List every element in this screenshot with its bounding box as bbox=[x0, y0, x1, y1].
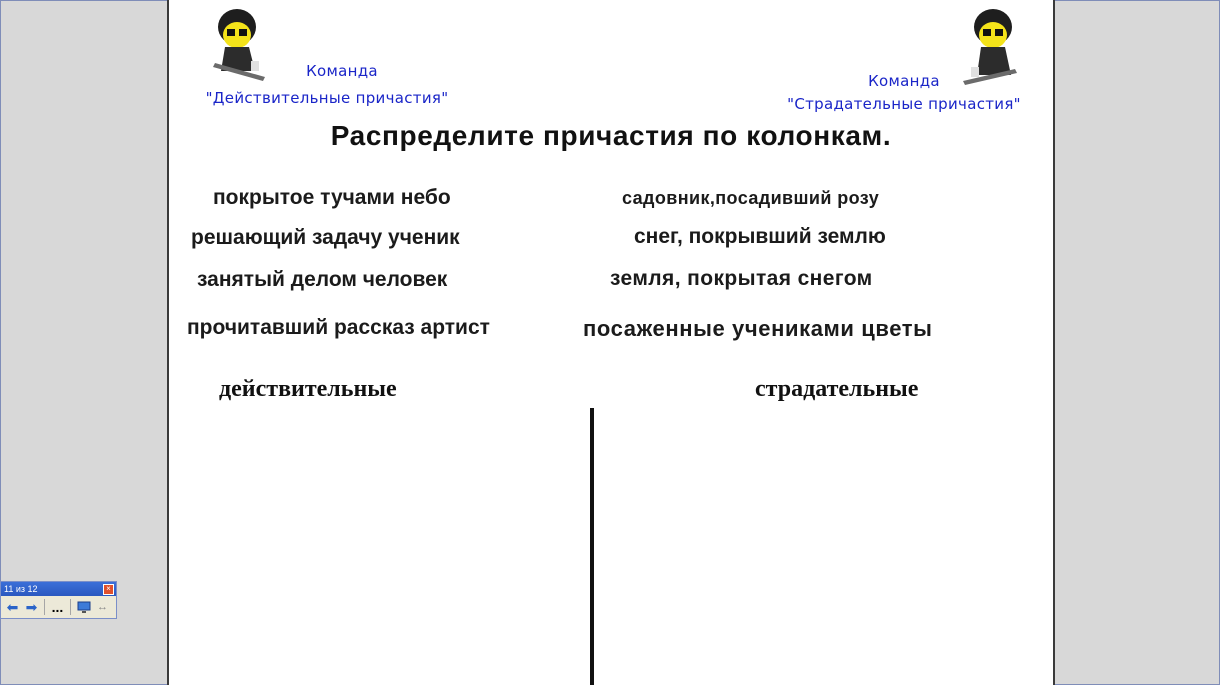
phrase-left[interactable]: занятый делом человек bbox=[197, 268, 448, 291]
team-right bbox=[773, 70, 1035, 116]
back-arrow-icon[interactable]: ⬅ bbox=[6, 598, 19, 615]
close-icon[interactable]: × bbox=[103, 584, 114, 595]
phrase-left[interactable]: покрытое тучами небо bbox=[213, 186, 451, 209]
slide-counter: 11 из 12 bbox=[4, 584, 38, 594]
toolbar-separator bbox=[70, 599, 71, 615]
navigator-titlebar bbox=[1, 582, 116, 596]
column-divider bbox=[590, 408, 594, 685]
slide-navigator[interactable] bbox=[0, 581, 117, 619]
navigator-toolbar bbox=[1, 596, 116, 618]
resize-icon[interactable]: ↔ bbox=[97, 601, 108, 613]
team-right-name: "Страдательные причастия" bbox=[787, 95, 1021, 113]
phrase-right[interactable]: посаженные учениками цветы bbox=[583, 316, 933, 341]
column-header-right: страдательные bbox=[755, 376, 919, 402]
phrase-right[interactable]: снег, покрывший землю bbox=[634, 225, 886, 248]
toolbar-separator bbox=[44, 599, 45, 615]
team-left-label: Команда bbox=[306, 62, 378, 80]
team-right-label: Команда bbox=[868, 72, 940, 90]
phrase-left[interactable]: прочитавший рассказ артист bbox=[187, 316, 490, 339]
phrase-left[interactable]: решающий задачу ученик bbox=[191, 226, 460, 249]
phrase-right[interactable]: земля, покрытая снегом bbox=[610, 267, 873, 290]
column-header-left: действительные bbox=[219, 376, 397, 402]
menu-dots-icon[interactable]: ... bbox=[51, 599, 64, 615]
team-left bbox=[187, 58, 467, 112]
phrase-right[interactable]: садовник,посадивший розу bbox=[622, 188, 880, 208]
forward-arrow-icon[interactable]: ➡ bbox=[25, 598, 38, 615]
slide-title: Распределите причастия по колонкам. bbox=[330, 120, 892, 151]
screen-icon[interactable] bbox=[75, 599, 92, 616]
team-left-name: "Действительные причастия" bbox=[205, 89, 449, 107]
slide bbox=[167, 0, 1055, 685]
